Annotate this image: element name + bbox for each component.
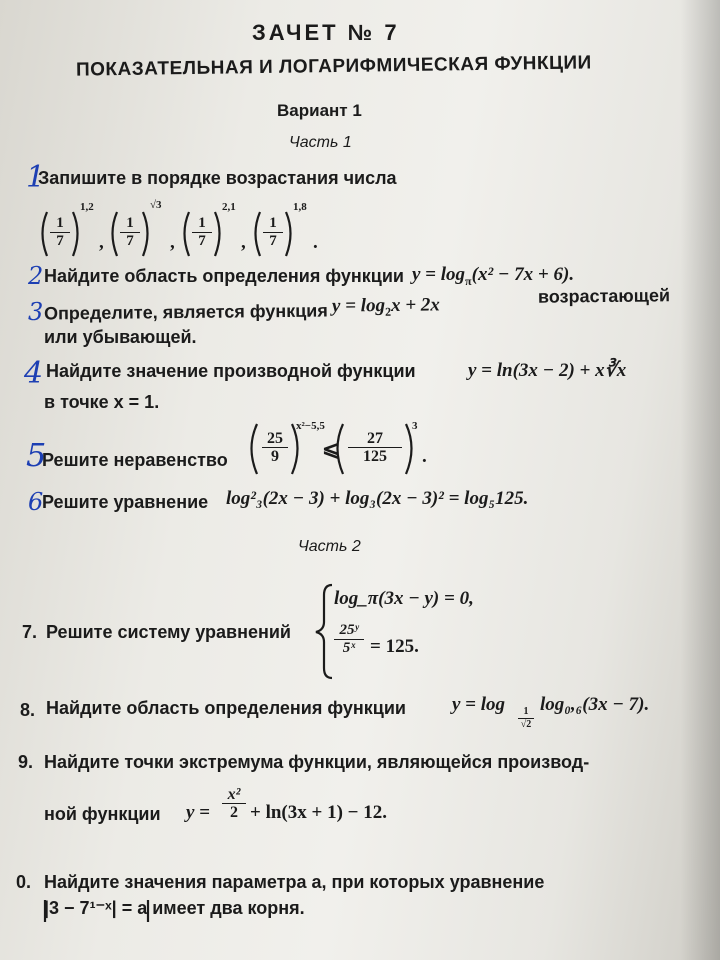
task1-exp-2: √3 [150,199,162,211]
task3-text2: возрастающей [537,285,671,307]
handwritten-number-2: 2 [28,262,44,290]
task5-text: Решите неравенство [42,450,228,470]
task8-number: 8. [20,700,36,720]
variant-label: Вариант 1 [277,101,362,120]
task7-eq1: log_π(3x − y) = 0, [334,588,474,609]
task3-line2: или убывающей. [44,327,197,347]
task9-formula-pre: y = [186,802,211,823]
handwritten-number-5: 5 [26,436,47,474]
task7-eq2-fraction: $\frac{\text{25ʸ}}{\text{5ˣ}}$ [334,622,364,657]
task7-number: 7. [22,622,38,642]
task8-text: Найдите область определения функции [46,698,406,718]
task1-text: Запишите в порядке возрастания числа [38,168,397,188]
handwritten-number-4: 4 [24,356,44,391]
task9-line2: ной функции [44,804,161,824]
task6-text: Решите уравнение [42,492,209,512]
part2-label: Часть 2 [298,538,361,555]
task8-formula-start: y = log [452,694,506,715]
task1-exp-3: 2,1 [222,201,236,213]
task9-fraction: $\frac{\text{x²}}{2}$ [222,786,246,821]
task2-text: Найдите область определения функции [44,266,404,286]
task1-fraction-4: $\frac{1}{7}$ [263,215,283,250]
task1-fraction-3: $\frac{1}{7}$ [192,215,212,250]
task10-number: 0. [16,872,32,892]
page-subtitle: ПОКАЗАТЕЛЬНАЯ И ЛОГАРИФМИЧЕСКАЯ ФУНКЦИИ [75,52,592,81]
task5-exp-2: 3 [412,420,418,432]
task4-formula: y = ln(3x − 2) + x∛x [468,360,627,381]
task2-formula: $y = \log_\pi(x^2 - 7x + 6)$. [412,264,575,288]
task4-text: Найдите значение производной функции [46,361,416,381]
page-title: ЗАЧЕТ № 7 [252,20,400,45]
task9-text: Найдите точки экстремума функции, являющейся производ- [44,752,590,772]
task1-fraction-2: $\frac{1}{7}$ [120,215,140,250]
comma: , [170,232,175,253]
task8-formula-tail: log₀,₆(3x − 7). [540,694,650,715]
task4-line2: в точке x = 1. [44,392,160,412]
task5-fraction-2: $\frac{27}{125}$ [348,430,402,465]
task6-formula: log²₃(2x − 3) + log₃(2x − 3)² = log₅125. [226,488,529,509]
comma: , [241,232,246,253]
task3-text: Определите, является функция [43,300,328,324]
comma: , [99,232,104,253]
task9-formula-tail: + ln(3x + 1) − 12. [250,802,387,823]
part1-label: Часть 1 [289,134,352,151]
task5-exp-1: x²−5,5 [296,420,325,432]
task1-exp-4: 1,8 [293,201,307,213]
task7-eq2-tail: = 125. [370,636,419,657]
task5-period: . [422,446,427,467]
handwritten-number-3: 3 [28,298,44,326]
task8-sub-fraction: $\frac{1}{√2}$ [518,706,534,731]
period: . [313,232,318,253]
task5-fraction-1: $\frac{25}{9}$ [262,430,288,465]
handwritten-number-1: 1 [26,160,46,195]
handwritten-number-6: 6 [28,488,44,516]
task3-formula: $y = \log_2x + 2x$ [331,294,440,319]
task1-exp-1: 1,2 [80,201,94,213]
task10-text: Найдите значения параметра a, при которых уравнение [44,872,545,892]
task10-line2: |3 − 7¹⁻ˣ| = a имеет два корня. [44,898,305,918]
task1-fraction-1: $\frac{1}{7}$ [50,215,70,250]
task5-sign: ⩽ [322,436,341,461]
task9-number: 9. [18,752,34,772]
task7-text: Решите систему уравнений [46,622,291,642]
